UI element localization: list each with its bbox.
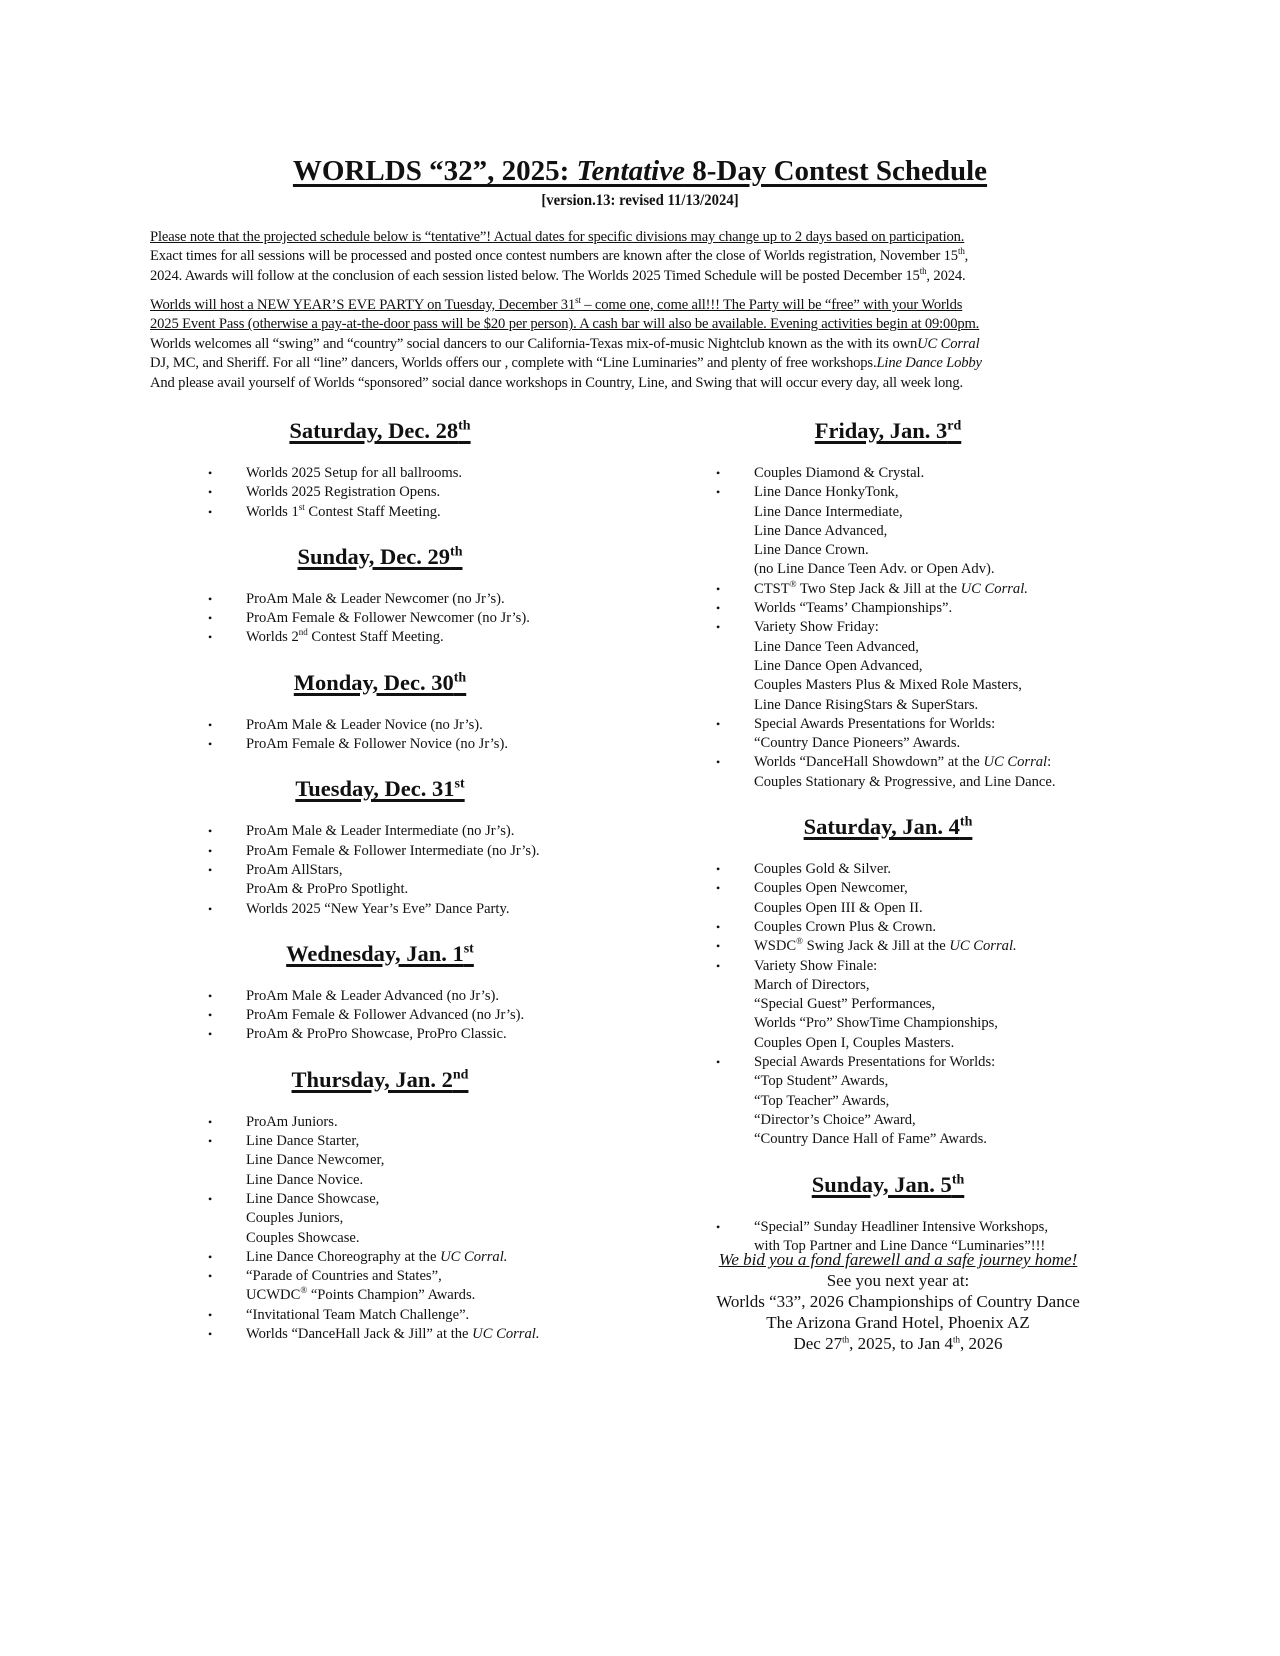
event-line: Line Dance Starter,: [246, 1133, 360, 1150]
superscript: rd: [947, 418, 962, 434]
event-item: [658, 599, 1118, 618]
day-heading: [658, 1172, 1118, 1198]
bullet-icon: •: [208, 1134, 213, 1149]
bullet-icon: •: [716, 958, 721, 973]
italic-text: UC Corral.: [440, 1248, 508, 1265]
paragraph-line: 2025 Event Pass (otherwise a pay-at-the-door pass will be $20 per person). A cash bar will also be available. Evening activities begin at 09:00pm.: [150, 316, 980, 333]
event-line: Worlds “DanceHall Jack & Jill” at the UC Corral.: [246, 1326, 540, 1343]
bullet-icon: •: [208, 1114, 213, 1129]
superscript: th: [458, 418, 471, 434]
bullet-icon: •: [208, 1027, 213, 1042]
venue-line: The Arizona Grand Hotel, Phoenix AZ: [766, 1313, 1030, 1332]
bullet-icon: •: [208, 901, 213, 916]
next-dates-line: Dec 27th, 2025, to Jan 4th, 2026: [793, 1334, 1003, 1353]
event-list: [150, 987, 610, 1045]
event-item: [150, 716, 610, 735]
event-line: Variety Show Friday:: [754, 619, 879, 636]
event-line: “Parade of Countries and States”,: [246, 1268, 442, 1285]
event-item: [658, 715, 1118, 754]
event-line: ProAm Female & Follower Novice (no Jr’s).: [246, 736, 508, 753]
event-line: Worlds “DanceHall Showdown” at the UC Corral:: [754, 754, 1052, 771]
paragraph-line: Worlds will host a NEW YEAR’S EVE PARTY on Tuesday, December 31st – come one, come all!!! The Party will be “free” with your Worlds: [150, 295, 963, 313]
event-line: “Special” Sunday Headliner Intensive Workshops,: [754, 1218, 1049, 1235]
event-item: [150, 1006, 610, 1025]
event-item: [150, 1113, 610, 1132]
event-line: Line Dance Novice.: [246, 1171, 364, 1188]
intro-paragraph-party-note: [150, 296, 1130, 393]
title-italic: Tentative: [576, 155, 685, 187]
bullet-icon: •: [716, 466, 721, 480]
event-item: [150, 483, 610, 502]
day-heading-text: Sunday, Dec. 29th: [297, 543, 463, 569]
event-line: Couples Open III & Open II.: [754, 899, 923, 916]
event-line: Worlds 2nd Contest Staff Meeting.: [246, 627, 444, 646]
event-line: ProAm Juniors.: [246, 1113, 338, 1130]
day-heading-text: Thursday, Jan. 2nd: [291, 1066, 469, 1092]
event-list: [658, 464, 1118, 792]
bullet-icon: •: [208, 504, 213, 519]
day-heading: [150, 776, 610, 802]
event-line: Special Awards Presentations for Worlds:: [754, 1054, 996, 1071]
italic-text: UC Corral: [917, 335, 980, 352]
version-note: [version.13: revised 11/13/2024]: [541, 192, 739, 209]
bullet-icon: •: [716, 881, 721, 896]
italic-text: UC Corral.: [472, 1326, 540, 1343]
event-list: [658, 860, 1118, 1149]
next-event-line: Worlds “33”, 2026 Championships of Country Dance: [716, 1292, 1080, 1311]
bullet-icon: •: [716, 620, 721, 635]
superscript: th: [953, 1334, 961, 1345]
superscript: th: [959, 814, 973, 830]
day-heading-text: Wednesday, Jan. 1st: [286, 940, 474, 966]
day-heading-text: Saturday, Jan. 4th: [803, 814, 973, 840]
event-item: [658, 618, 1118, 714]
superscript: th: [450, 544, 463, 560]
superscript: nd: [452, 1067, 469, 1083]
event-line: Couples Open I, Couples Masters.: [754, 1034, 955, 1051]
event-line: “Top Student” Awards,: [754, 1073, 889, 1090]
bullet-icon: •: [208, 1249, 213, 1264]
event-line: ProAm AllStars,: [246, 861, 343, 878]
superscript: st: [298, 501, 305, 512]
event-line: ProAm & ProPro Showcase, ProPro Classic.: [246, 1026, 507, 1043]
event-line: Line Dance Teen Advanced,: [754, 638, 919, 655]
bullet-icon: •: [208, 1307, 213, 1322]
event-item: [150, 1306, 610, 1325]
superscript: st: [454, 776, 465, 792]
event-line: ProAm & ProPro Spotlight.: [246, 881, 409, 898]
italic-text: UC Corral: [983, 754, 1048, 771]
event-line: Line Dance Choreography at the UC Corral.: [246, 1248, 508, 1265]
event-line: Line Dance RisingStars & SuperStars.: [754, 696, 979, 713]
event-line: Line Dance Advanced,: [754, 522, 888, 539]
event-line: Couples Juniors,: [246, 1210, 344, 1227]
bullet-icon: •: [716, 1055, 721, 1070]
superscript: ®: [789, 578, 797, 589]
event-list: [150, 716, 610, 755]
paragraph-line: 2024. Awards will follow at the conclusion of each session listed below. The Worlds 2025 Timed Schedule will be posted December 15th, 2024.: [150, 265, 966, 284]
event-line: Couples Stationary & Progressive, and Line Dance.: [754, 773, 1056, 790]
paragraph-line: And please avail yourself of Worlds “sponsored” social dance workshops in Country, Line, and Swing that will occur every day, all week long.: [150, 374, 963, 391]
bullet-icon: •: [208, 843, 213, 858]
event-line: Couples Crown Plus & Crown.: [754, 918, 937, 935]
event-line: “Country Dance Hall of Fame” Awards.: [754, 1131, 987, 1148]
event-item: [150, 503, 610, 522]
event-line: Variety Show Finale:: [754, 957, 878, 974]
bullet-icon: •: [716, 939, 721, 954]
italic-text: UC Corral.: [960, 580, 1028, 597]
event-item: [658, 918, 1118, 937]
event-list: [150, 464, 610, 522]
event-list: [150, 590, 610, 648]
event-item: [150, 590, 610, 609]
event-item: [150, 464, 610, 483]
bullet-icon: •: [716, 919, 721, 934]
superscript: th: [919, 265, 927, 276]
page-title: [0, 154, 1280, 188]
event-item: [150, 628, 610, 647]
superscript: st: [575, 295, 581, 306]
event-line: Couples Open Newcomer,: [754, 880, 908, 897]
paragraph-line: Worlds welcomes all “swing” and “country” social dancers to our California-Texas mix-of-music Nightclub known as the with its ownUC Corral: [150, 335, 980, 352]
day-heading: [658, 814, 1118, 840]
event-item: [150, 1132, 610, 1190]
bullet-icon: •: [716, 485, 721, 500]
bullet-icon: •: [208, 1327, 213, 1342]
bullet-icon: •: [716, 601, 721, 616]
bullet-icon: •: [716, 581, 721, 596]
paragraph-line: Please note that the projected schedule below is “tentative”! Actual dates for specific divisions may change up to 2 days based on participation.: [150, 229, 965, 245]
event-item: [150, 1190, 610, 1248]
day-heading: [150, 544, 610, 570]
event-line: ProAm Male & Leader Advanced (no Jr’s).: [246, 987, 500, 1004]
event-line: Couples Showcase.: [246, 1229, 360, 1246]
superscript: st: [463, 941, 474, 957]
paragraph-line: DJ, MC, and Sheriff. For all “line” dancers, Worlds offers our , complete with “Line Luminaries” and plenty of free workshops.Line Dance Lobby: [150, 355, 982, 372]
event-line: ProAm Male & Leader Novice (no Jr’s).: [246, 716, 483, 733]
day-heading: [150, 418, 610, 444]
event-item: [658, 957, 1118, 1053]
bullet-icon: •: [208, 1008, 213, 1023]
superscript: th: [951, 1172, 965, 1187]
event-line: Line Dance Crown.: [754, 542, 869, 559]
superscript: ®: [796, 936, 804, 947]
event-list: [150, 1113, 610, 1345]
superscript: th: [453, 670, 467, 686]
bullet-icon: •: [208, 737, 213, 752]
schedule-column-left: [150, 418, 610, 1344]
event-line: ProAm Male & Leader Newcomer (no Jr’s).: [246, 590, 505, 607]
event-item: [150, 609, 610, 628]
italic-text: Line Dance Lobby: [876, 355, 982, 372]
event-item: [658, 483, 1118, 579]
see-you-line: See you next year at:: [826, 1271, 970, 1290]
event-line: “Invitational Team Match Challenge”.: [246, 1306, 470, 1323]
event-line: CTST® Two Step Jack & Jill at the UC Corral.: [754, 578, 1028, 597]
superscript: ®: [300, 1285, 308, 1296]
bullet-icon: •: [716, 755, 721, 770]
event-item: [658, 753, 1118, 792]
day-heading: [150, 941, 610, 967]
bullet-icon: •: [208, 717, 213, 732]
event-line: “Country Dance Pioneers” Awards.: [754, 735, 961, 752]
event-line: ProAm Male & Leader Intermediate (no Jr’s).: [246, 823, 515, 840]
bullet-icon: •: [716, 862, 721, 877]
title-text-end: 8-Day Contest Schedule: [684, 155, 988, 187]
italic-text: UC Corral.: [949, 938, 1017, 955]
intro-paragraph-schedule-note: [150, 228, 1130, 286]
event-item: [150, 1025, 610, 1044]
event-line: ProAm Female & Follower Intermediate (no Jr’s).: [246, 842, 540, 859]
bullet-icon: •: [208, 591, 213, 606]
event-item: [150, 861, 610, 900]
bullet-icon: •: [208, 988, 213, 1003]
event-item: [150, 735, 610, 754]
superscript: th: [842, 1334, 850, 1345]
event-line: Worlds 2025 “New Year’s Eve” Dance Party.: [246, 900, 510, 917]
bullet-icon: •: [208, 1269, 213, 1284]
bullet-icon: •: [208, 611, 213, 626]
bullet-icon: •: [208, 485, 213, 500]
event-list: [150, 822, 610, 918]
event-line: Line Dance HonkyTonk,: [754, 484, 899, 501]
event-line: Line Dance Showcase,: [246, 1190, 380, 1207]
event-item: [658, 879, 1118, 918]
event-line: ProAm Female & Follower Newcomer (no Jr’s).: [246, 610, 530, 627]
event-item: [658, 580, 1118, 599]
event-line: ProAm Female & Follower Advanced (no Jr’s).: [246, 1007, 525, 1024]
event-line: WSDC® Swing Jack & Jill at the UC Corral.: [754, 936, 1017, 955]
day-heading: [150, 670, 610, 696]
event-line: “Special Guest” Performances,: [754, 996, 936, 1013]
event-item: [150, 1267, 610, 1306]
day-heading: [150, 1067, 610, 1093]
day-heading-text: Monday, Dec. 30th: [293, 669, 467, 695]
event-line: Couples Gold & Silver.: [754, 861, 892, 878]
event-line: (no Line Dance Teen Adv. or Open Adv).: [754, 561, 995, 578]
day-heading-text: Saturday, Dec. 28th: [289, 418, 471, 443]
day-heading-text: Sunday, Jan. 5th: [811, 1171, 965, 1197]
bullet-icon: •: [208, 466, 213, 480]
event-line: Line Dance Open Advanced,: [754, 657, 923, 674]
event-line: Couples Diamond & Crystal.: [754, 465, 925, 481]
event-item: [150, 1325, 610, 1344]
closing-message: [658, 1249, 1138, 1354]
event-line: Special Awards Presentations for Worlds:: [754, 715, 996, 732]
superscript: nd: [298, 627, 308, 638]
event-line: March of Directors,: [754, 976, 870, 993]
event-item: [150, 987, 610, 1006]
event-item: [150, 842, 610, 861]
paragraph-line: Exact times for all sessions will be processed and posted once contest numbers are known after the close of Worlds registration, November 15th,: [150, 246, 969, 265]
farewell-line: We bid you a fond farewell and a safe journey home!: [718, 1250, 1078, 1269]
event-item: [658, 937, 1118, 956]
bullet-icon: •: [208, 824, 213, 839]
event-item: [150, 1248, 610, 1267]
event-item: [658, 1053, 1118, 1149]
event-line: Worlds 2025 Registration Opens.: [246, 484, 441, 501]
bullet-icon: •: [716, 1219, 721, 1234]
event-line: Line Dance Intermediate,: [754, 503, 903, 520]
superscript: th: [957, 246, 965, 257]
bullet-icon: •: [208, 1191, 213, 1206]
event-line: Worlds 2025 Setup for all ballrooms.: [246, 465, 463, 481]
event-line: with Top Partner and Line Dance “Luminaries”!!!: [754, 1237, 1046, 1254]
day-heading: [658, 418, 1118, 444]
day-heading-text: Friday, Jan. 3rd: [814, 418, 962, 443]
bullet-icon: •: [208, 862, 213, 877]
event-item: [658, 860, 1118, 879]
title-text: WORLDS “32”, 2025:: [292, 155, 577, 187]
event-line: Line Dance Newcomer,: [246, 1152, 385, 1169]
event-item: [658, 464, 1118, 483]
day-heading-text: Tuesday, Dec. 31st: [295, 776, 465, 802]
event-line: “Top Teacher” Awards,: [754, 1092, 890, 1109]
event-line: Couples Masters Plus & Mixed Role Masters,: [754, 677, 1022, 694]
schedule-column-right: [658, 418, 1118, 1256]
event-line: Worlds 1st Contest Staff Meeting.: [246, 501, 441, 520]
event-line: UCWDC® “Points Champion” Awards.: [246, 1285, 476, 1304]
event-item: [150, 900, 610, 919]
bullet-icon: •: [716, 716, 721, 731]
bullet-icon: •: [208, 630, 213, 645]
event-line: Worlds “Teams’ Championships”.: [754, 600, 953, 617]
event-line: Worlds “Pro” ShowTime Championships,: [754, 1015, 998, 1032]
event-item: [150, 822, 610, 841]
event-line: “Director’s Choice” Award,: [754, 1111, 916, 1128]
